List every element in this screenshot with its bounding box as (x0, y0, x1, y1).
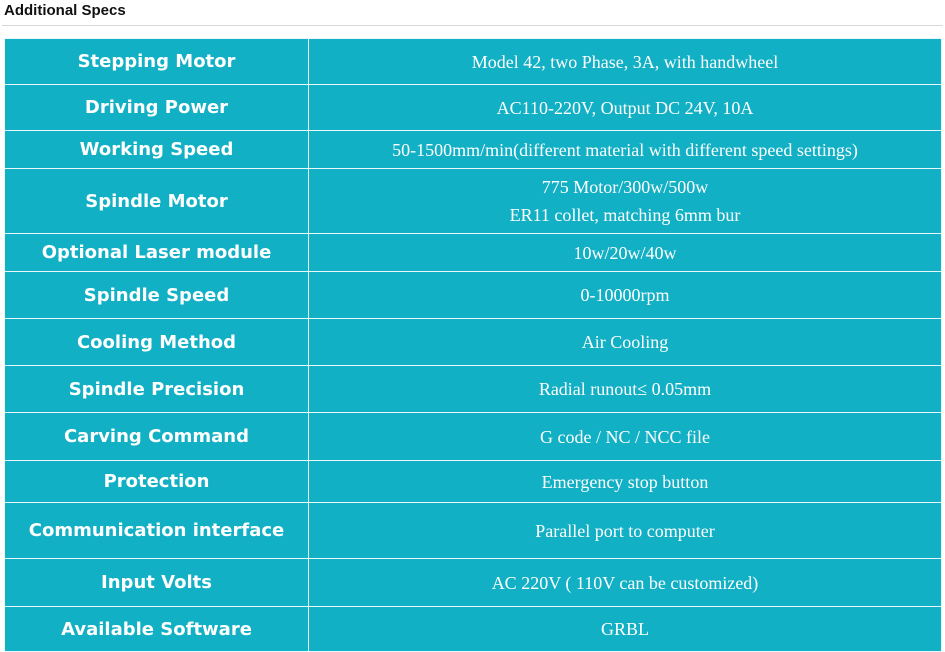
table-row (5, 503, 942, 559)
spec-value: AC110-220V, Output DC 24V, 10A (309, 85, 942, 131)
spec-value: Radial runout≤ 0.05mm (309, 366, 942, 413)
spec-label: Spindle Precision (5, 366, 309, 413)
spec-value: G code / NC / NCC file (309, 413, 942, 461)
spec-value: AC 220V ( 110V can be customized) (309, 559, 942, 607)
spec-value: Parallel port to computer (309, 503, 942, 559)
spec-label: Spindle Speed (5, 272, 309, 319)
spec-label: Carving Command (5, 413, 309, 461)
spec-label: Cooling Method (5, 319, 309, 366)
spec-value: GRBL (309, 607, 942, 652)
spec-value: Emergency stop button (309, 461, 942, 503)
table-row (5, 169, 942, 234)
section-divider (2, 25, 943, 26)
spec-label: Available Software (5, 607, 309, 652)
table-row (5, 85, 942, 131)
spec-value: 775 Motor/300w/500w ER11 collet, matching 6mm bur (309, 169, 942, 234)
spec-label: Driving Power (5, 85, 309, 131)
spec-label: Stepping Motor (5, 39, 309, 85)
specs-table (4, 38, 942, 652)
spec-label: Protection (5, 461, 309, 503)
section-title: Additional Specs (4, 2, 126, 19)
spec-value: 50-1500mm/min(different material with different speed settings) (309, 131, 942, 169)
table-row (5, 39, 942, 85)
spec-label: Communication interface (5, 503, 309, 559)
spec-label: Working Speed (5, 131, 309, 169)
table-row (5, 272, 942, 319)
table-row (5, 319, 942, 366)
table-row (5, 559, 942, 607)
table-row (5, 131, 942, 169)
table-row (5, 366, 942, 413)
table-row (5, 234, 942, 272)
spec-label: Input Volts (5, 559, 309, 607)
spec-value: 10w/20w/40w (309, 234, 942, 272)
spec-label: Spindle Motor (5, 169, 309, 234)
spec-value: 0-10000rpm (309, 272, 942, 319)
spec-value: Model 42, two Phase, 3A, with handwheel (309, 39, 942, 85)
spec-value: Air Cooling (309, 319, 942, 366)
table-row (5, 413, 942, 461)
spec-label: Optional Laser module (5, 234, 309, 272)
table-row (5, 461, 942, 503)
table-row (5, 607, 942, 652)
